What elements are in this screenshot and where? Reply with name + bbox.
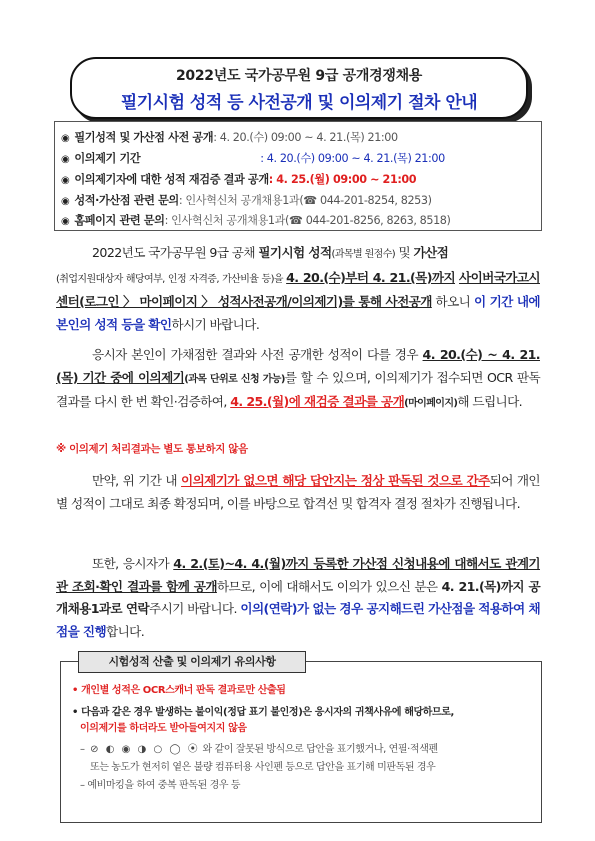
info-row-reverification <box>61 171 416 187</box>
text-bold-underline: 사이버국가고시센터(로그인 〉 마이페이지 〉 성적사전공개/이의제기)를 통해 사전공개 <box>56 269 540 309</box>
notice-item-ocr: • 개인별 성적은 OCR스캐너 판독 결과로만 산출됨 <box>72 685 286 696</box>
info-row-score-inquiry <box>61 192 432 208</box>
info-value: : 인사혁신처 공개채용1과(☎ 044-201-8256, 8263, 8518) <box>164 214 451 227</box>
text-small: (취업지원대상자 해당여부, 인정 자격증, 가산비율 등)을 <box>56 273 287 285</box>
notice-item-penalty: • 다음과 같은 경우 발생하는 불이익(정답 표기 불인정)은 응시자의 귀책사유에 해당하므로, <box>72 707 454 718</box>
text: 및 <box>395 245 414 260</box>
paragraph-bonus-points <box>56 553 540 643</box>
title-box <box>70 57 528 119</box>
info-label: 필기성적 및 가산점 사전 공개 <box>74 131 214 144</box>
marking-examples: ⊘ ◐ ◉ ◑ ○ ◯ ⦿ <box>90 744 200 755</box>
text-bold-underline: 4. 20.(수)부터 4. 21.(목)까지 <box>286 269 456 285</box>
info-label: 홈페이지 관련 문의 <box>74 214 165 227</box>
info-row-homepage-inquiry <box>61 212 451 228</box>
info-value: : 4. 20.(수) 09:00 ~ 4. 21.(목) 21:00 <box>260 152 445 165</box>
text: 를 할 수 있으며, 이의제기가 접수되면 OCR 판독결과를 다시 한 번 확인·검증하여, <box>56 369 541 409</box>
bullet-icon: ◉ <box>61 133 70 144</box>
info-label: 성적·가산점 관련 문의 <box>74 194 179 207</box>
text-red-underline: 4. 25.(월)에 재검증 결과를 공개 <box>230 394 405 409</box>
bullet-icon: ◉ <box>61 216 70 227</box>
text: 해 드립니다. <box>457 394 523 409</box>
text-small: (과목 단위로 신청 가능) <box>184 373 285 385</box>
text: 또한, 응시자가 <box>92 556 174 571</box>
page-title: 필기시험 성적 등 사전공개 및 이의제기 절차 안내 <box>120 93 478 113</box>
text: 하오니 <box>431 294 474 309</box>
text-bold-underline: 4. 20.(수) ~ 4. 21.(목) 기간 중에 이의제기 <box>56 347 540 385</box>
text-bold: 가산점 <box>413 245 449 260</box>
text: 2022년도 국가공무원 9급 공채 <box>92 245 259 260</box>
notice-item-penalty-cont: 이의제기를 하더라도 받아들여지지 않음 <box>80 723 247 734</box>
info-row-objection-period <box>61 150 445 166</box>
info-value: : 4. 25.(월) 09:00 ~ 21:00 <box>268 173 417 186</box>
text-small: (과목별 원점수) <box>331 249 396 260</box>
info-label: 이의제기자에 대한 성적 재검증 결과 공개 <box>74 173 269 186</box>
bullet-icon: ◉ <box>61 196 70 207</box>
bullet-icon: ◉ <box>61 154 70 165</box>
paragraph-no-objection <box>56 470 540 515</box>
text: 응시자 본인이 가채점한 결과와 사전 공개한 성적이 다를 경우 <box>92 347 423 362</box>
text: 되어 개인별 성적이 그대로 최종 확정되며, 이를 바탕으로 합격선 및 합격자 결정 절차가 진행됩니다. <box>56 473 540 511</box>
text: 하시기 바랍니다. <box>171 316 260 332</box>
bullet-icon: ◉ <box>61 175 70 186</box>
text-bold-underline: 4. 2.(토)~4. 4.(월)까지 등록한 가산점 신청내용에 대해서도 관계기관 조회·확인 결과를 함께 공개 <box>56 556 540 594</box>
paragraph-score-disclosure <box>56 242 540 336</box>
text-bold: 4. 21.(목)까지 공개채용1과로 연락 <box>56 578 541 616</box>
text-blue: 이 기간 내에 본인의 성적 등을 확인 <box>56 294 540 332</box>
page-subtitle: 2022년도 국가공무원 9급 공개경쟁채용 <box>175 68 423 84</box>
info-row-score-release <box>61 129 398 145</box>
dash: – <box>80 744 85 755</box>
paragraph-objection <box>56 344 540 416</box>
text-bold: 필기시험 성적 <box>258 245 332 260</box>
text: 만약, 위 기간 내 <box>92 473 182 488</box>
text-red-underline: 이의제기가 없으면 해당 답안지는 정상 판독된 것으로 간주 <box>181 473 490 488</box>
info-value: : 인사혁신처 공개채용1과(☎ 044-201-8254, 8253) <box>178 194 432 207</box>
notice-sub-marking <box>80 741 438 758</box>
text: 하므로, 이에 대해서도 이의가 있으신 분은 <box>216 578 442 594</box>
text: 합니다. <box>106 623 145 639</box>
notice-sub-premarking: – 예비마킹을 하여 중복 판독된 경우 등 <box>80 780 241 791</box>
notice-sub-marking-cont: 또는 농도가 현저히 옅은 불량 컴퓨터용 사인펜 등으로 답안을 표기해 미판독된 경우 <box>90 762 436 773</box>
notice-title: 시험성적 산출 및 이의제기 유의사항 <box>78 651 306 673</box>
info-label: 이의제기 기간 <box>74 152 141 165</box>
info-value: : 4. 20.(수) 09:00 ~ 4. 21.(목) 21:00 <box>213 131 398 144</box>
text: 주시기 바랍니다. <box>149 601 241 616</box>
schedule-info-box <box>54 121 542 231</box>
text: 와 같이 잘못된 방식으로 답안을 표기했거나, 연필·적색펜 <box>202 744 438 755</box>
note-text: ※ 이의제기 처리결과는 별도 통보하지 않음 <box>56 443 248 455</box>
text-blue: 이의(연락)가 없는 경우 공지해드린 가산점을 적용하여 채점을 진행 <box>56 601 541 639</box>
text-small: (마이페이지) <box>404 398 458 409</box>
